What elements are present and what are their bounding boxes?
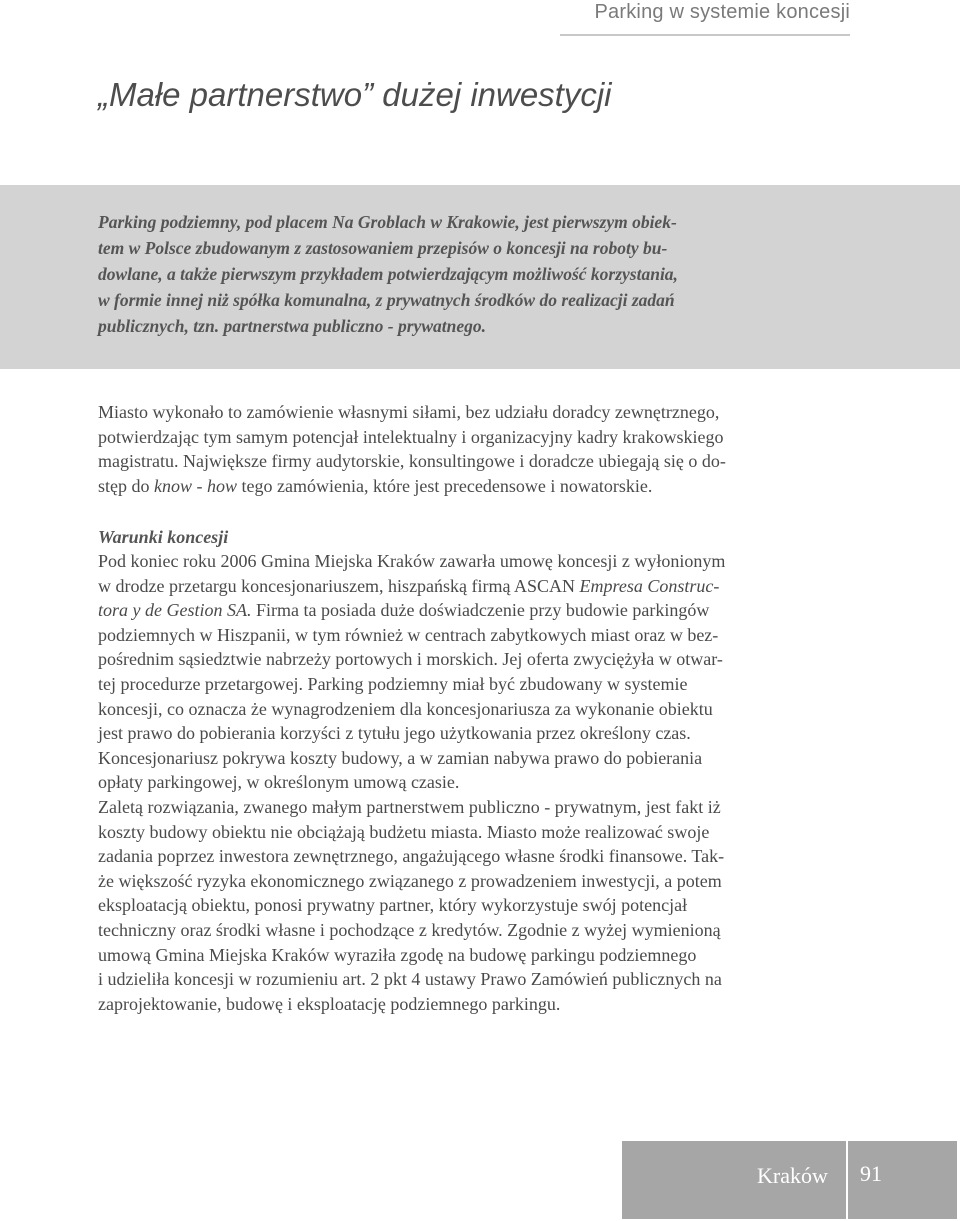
lead-paragraph: [98, 209, 828, 339]
running-header: Parking w systemie koncesji: [594, 1, 850, 23]
footer-box: [622, 1141, 957, 1219]
intro-paragraph: [98, 400, 858, 498]
page-title: „Małe partnerstwo” dużej inwestycji: [98, 76, 612, 113]
footer-divider: [846, 1141, 848, 1219]
intro-emphasis: know - how: [154, 475, 237, 496]
section-heading: Warunki koncesji: [98, 527, 229, 547]
intro-text-2: tego zamówienia, które jest precedensowe i nowatorskie.: [237, 475, 653, 496]
section-text-1: Pod koniec roku 2006 Gmina Miejska Kraków zawarła umowę koncesji z wyłonionym w drodze przetargu koncesjonariuszem, hiszpańską firmą ASCAN: [98, 551, 726, 596]
footer-city: Kraków: [757, 1163, 828, 1188]
section-text-2: Firma ta posiada duże doświadczenie przy budowie parkingów podziemnych w Hiszpanii, w tym również w centrach zabytkowych miast oraz w bez- pośrednim sąsiedztwie nabrzeży portowych i morskich. Jej oferta zwyciężyła w otwar- tej procedurze przetargowej. Parking podziemny miał być zbudowany w systemie koncesji, co oznacza że wynagrodzeniem dla koncesjonariusza za wykonanie obiektu jest prawo do pobierania korzyści z tytułu jego użytkowania przez określony czas. Koncesjonariusz pokrywa koszty budowy, a w zamian nabywa prawo do pobierania opłaty parkingowej, w określonym umową czasie. Zaletą rozwiązania, zwanego małym partnerstwem publiczno - prywatnym, jest fakt iż koszty budowy obiektu nie obciążają budżetu miasta. Miasto może realizować swoje zadania poprzez inwestora zewnętrznego, angażującego własne środki finansowe. Tak- że większość ryzyka ekonomicznego związanego z prowadzeniem inwestycji, a potem eksploatacją obiektu, ponosi prywatny partner, który wykorzystuje swój potencjał techniczny oraz środki własne i pochodzące z kredytów. Zgodnie z wyżej wymienioną umową Gmina Miejska Kraków wyraziła zgodę na budowę parkingu podziemnego i udzieliła koncesji w rozumieniu art. 2 pkt 4 ustawy Prawo Zamówień publicznych na zaprojektowanie, budowę i eksploatację podziemnego parkingu.: [98, 600, 725, 1014]
section-paragraph: [98, 549, 858, 1016]
page-number: 91: [860, 1161, 882, 1186]
section-emphasis: Empresa Construc- tora y de Gestion SA.: [98, 575, 720, 621]
lead-text: Parking podziemny, pod placem Na Groblach w Krakowie, jest pierwszym obiek- tem w Polsce zbudowanym z zastosowaniem przepisów o koncesji na roboty bu- dowlane, a także pierwszym przykładem potwierdzającym możliwość korzystania, w formie innej niż spółka komunalna, z prywatnych środków do realizacji zadań publicznych, tzn. partnerstwa publiczno - prywatnego.: [98, 212, 678, 336]
header-rule: [560, 34, 850, 36]
lead-box: [0, 185, 960, 369]
intro-text-1: Miasto wykonało to zamówienie własnymi siłami, bez udziału doradcy zewnętrznego, potwierdzając tym samym potencjał intelektualny i organizacyjny kadry krakowskiego magistratu. Największe firmy audytorskie, konsultingowe i doradcze ubiegają się o do- stęp do: [98, 402, 726, 496]
